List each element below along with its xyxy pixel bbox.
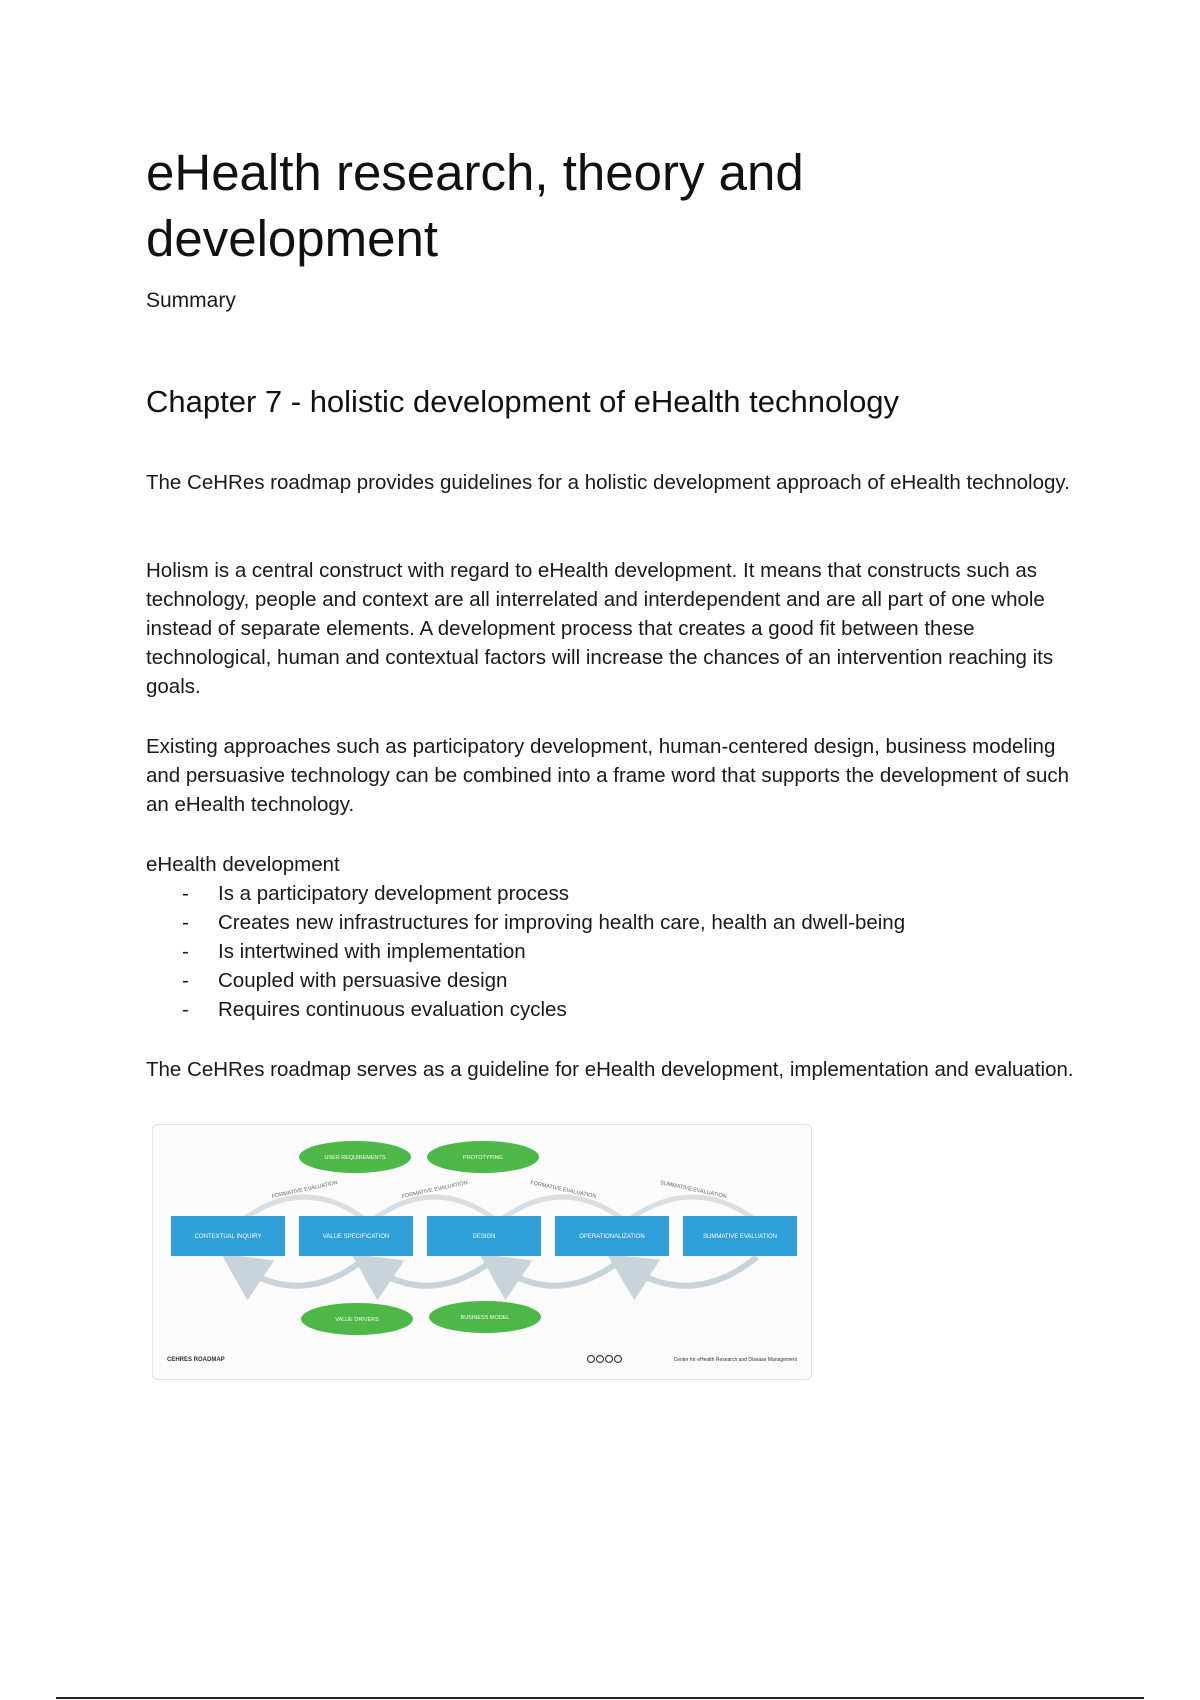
arc-label: FORMATIVE EVALUATION xyxy=(529,1180,597,1200)
bullet-list xyxy=(182,879,905,1024)
bullet-marker: - xyxy=(182,940,189,963)
top-ovals xyxy=(299,1141,539,1173)
bullet-marker: - xyxy=(182,882,189,905)
list-item-text: Coupled with persuasive design xyxy=(218,969,508,992)
bullet-marker: - xyxy=(182,998,189,1021)
document-title: eHealth research, theory and development xyxy=(146,144,804,267)
chapter-heading: Chapter 7 - holistic development of eHealth technology xyxy=(146,384,900,419)
list-item xyxy=(182,908,905,937)
paragraph-intro: The CeHRes roadmap provides guidelines for a holistic development approach of eHealth technology. xyxy=(146,471,1070,494)
stage-label: CONTEXTUAL INQUIRY xyxy=(194,1234,262,1240)
oval-label: BUSINESS MODEL xyxy=(460,1315,510,1321)
cehres-roadmap-figure xyxy=(152,1124,812,1380)
arc-label: SUMMATIVE EVALUATION xyxy=(659,1180,728,1201)
paragraph-approaches: Existing approaches such as participatory development, human-centered design, business modeling and persuasive technology can be combined into a frame word that supports the development of such an eHealth technology. xyxy=(146,735,1070,816)
return-arrow xyxy=(371,1257,497,1286)
arc-label: FORMATIVE EVALUATION xyxy=(401,1180,469,1200)
list-item-text: Creates new infrastructures for improving health care, health an dwell-being xyxy=(218,911,906,934)
list-item-text: Requires continuous evaluation cycles xyxy=(218,998,567,1021)
bullet-marker: - xyxy=(182,911,189,934)
list-item xyxy=(182,879,905,908)
list-heading: eHealth development xyxy=(146,853,340,876)
figure-footer-left: CEHRES ROADMAP xyxy=(167,1357,225,1363)
return-arrow xyxy=(627,1257,757,1286)
return-arrow xyxy=(499,1257,625,1286)
page-bottom-rule xyxy=(56,1697,1144,1699)
stage-boxes xyxy=(171,1216,797,1256)
oval-label: PROTOTYPING xyxy=(463,1155,503,1161)
paragraph-holism: Holism is a central construct with regard to eHealth development. It means that constructs such as technology, people and context are all interrelated and interdependent and are all part of one whole instead of separate elements. A development process that creates a good fit between these technological, human and contextual factors will increase the chances of an intervention reaching its goals. xyxy=(146,559,1054,698)
list-item-text: Is intertwined with implementation xyxy=(218,940,526,963)
cc-license-icon xyxy=(588,1356,622,1363)
stage-label: SUMMATIVE EVALUATION xyxy=(702,1234,778,1240)
stage-label: VALUE SPECIFICATION xyxy=(322,1234,390,1240)
document-subtitle: Summary xyxy=(146,289,236,312)
list-item xyxy=(182,937,905,966)
list-item xyxy=(182,966,905,995)
paragraph-closing: The CeHRes roadmap serves as a guideline for eHealth development, implementation and evaluation. xyxy=(146,1058,1074,1081)
roadmap-diagram xyxy=(153,1125,811,1379)
oval-label: USER REQUIREMENTS xyxy=(324,1155,386,1161)
return-arrow xyxy=(241,1257,367,1286)
return-arrows xyxy=(241,1257,757,1286)
list-item xyxy=(182,995,905,1024)
bullet-marker: - xyxy=(182,969,189,992)
bottom-ovals xyxy=(301,1301,541,1335)
figure-footer-right: Center for eHealth Research and Disease Management xyxy=(673,1357,797,1363)
oval-label: VALUE DRIVERS xyxy=(335,1317,379,1323)
list-item-text: Is a participatory development process xyxy=(218,882,569,905)
arc-label: FORMATIVE EVALUATION xyxy=(271,1180,339,1200)
stage-label: OPERATIONALIZATION xyxy=(579,1234,645,1240)
stage-label: DESIGN xyxy=(472,1234,496,1240)
